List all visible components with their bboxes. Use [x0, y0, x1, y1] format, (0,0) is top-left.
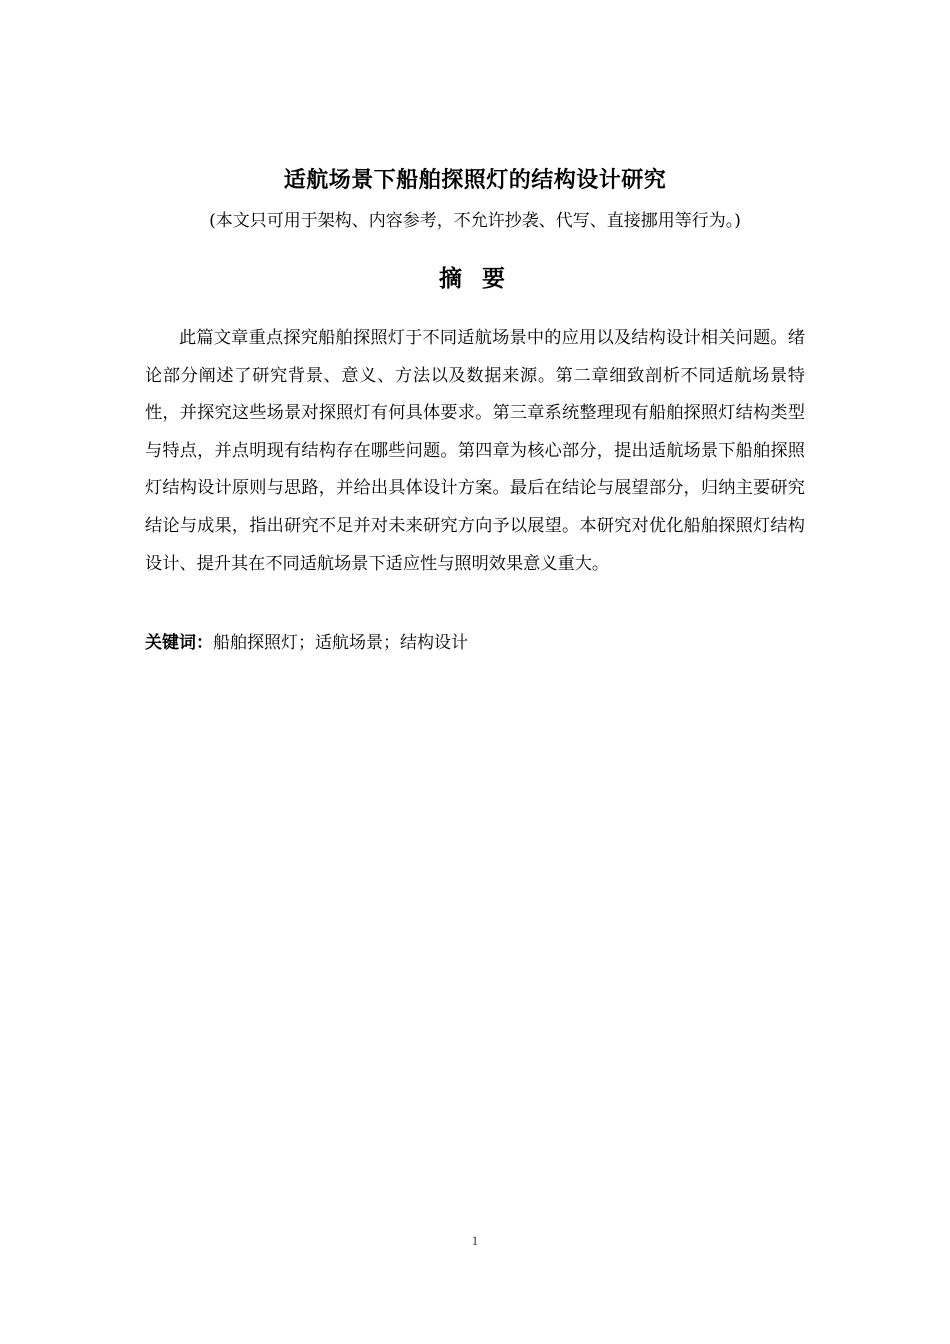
paper-title: 适航场景下船舶探照灯的结构设计研究: [283, 168, 667, 193]
abstract-heading: 摘 要: [438, 266, 511, 292]
page-number: 1: [471, 1233, 479, 1248]
usage-notice: (本文只可用于架构、内容参考，不允许抄袭、代写、直接挪用等行为。): [209, 211, 741, 231]
keywords-line: [145, 628, 805, 658]
abstract-body: 此篇文章重点探究船舶探照灯于不同适航场景中的应用以及结构设计相关问题。绪论部分阐述了研究背景、意义、方法以及数据来源。第二章细致剖析不同适航场景特性，并探究这些场景对探照灯有何具体要求。第三章系统整理现有船舶探照灯结构类型与特点，并点明现有结构存在哪些问题。第四章为核心部分，提出适航场景下船舶探照灯结构设计原则与思路，并给出具体设计方案。最后在结论与展望部分，归纳主要研究结论与成果，指出研究不足并对未来研究方向予以展望。本研究对优化船舶探照灯结构设计、提升其在不同适航场景下适应性与照明效果意义重大。: [145, 328, 805, 574]
keywords-label: 关键词：: [145, 633, 213, 653]
keywords-text: 船舶探照灯；适航场景；结构设计: [213, 633, 468, 653]
